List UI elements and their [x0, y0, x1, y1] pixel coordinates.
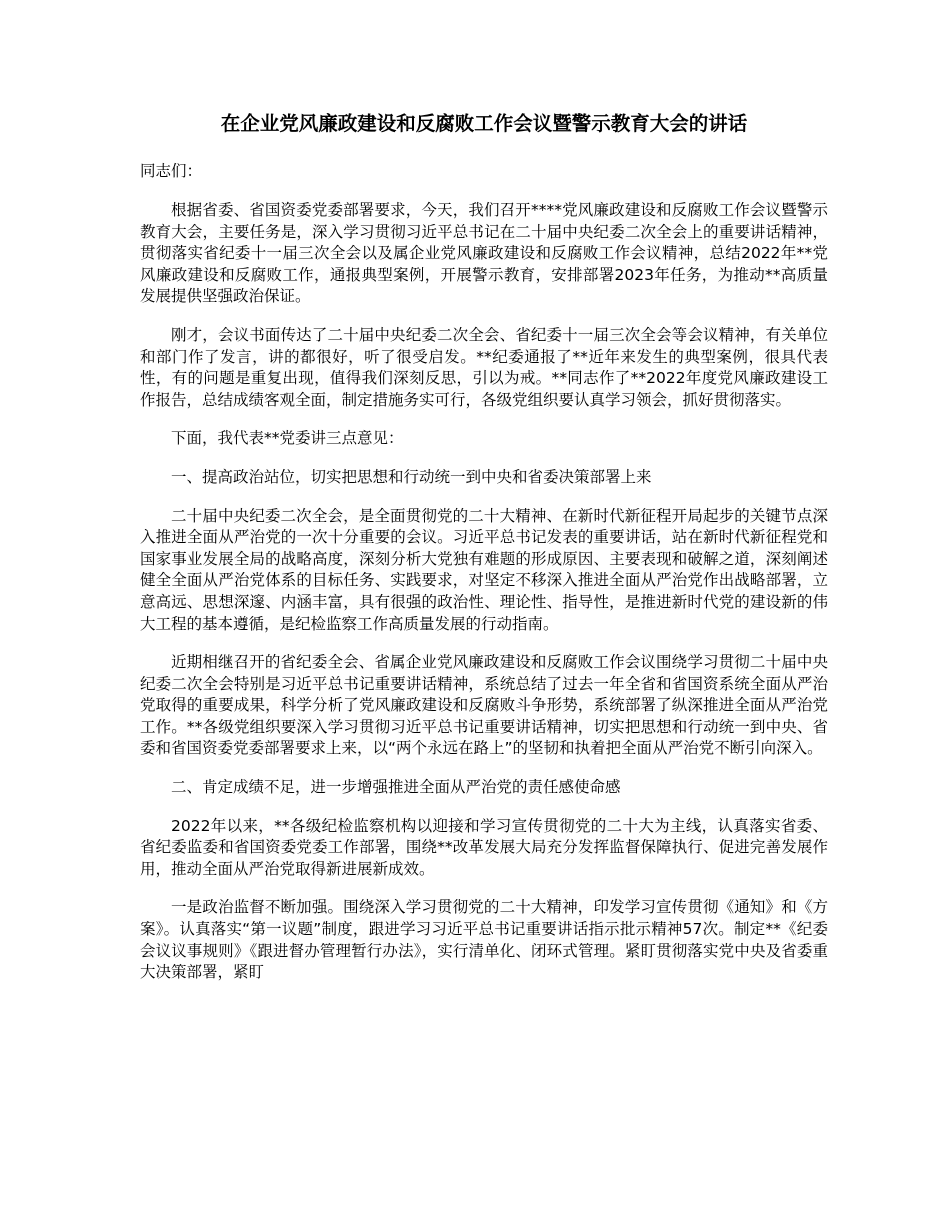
section-heading-1: 一、提高政治站位，切实把思想和行动统一到中央和省委决策部署上来: [171, 467, 652, 486]
paragraph-6: 2022年以来，**各级纪检监察机构以迎接和学习宣传贯彻党的二十大为主线，认真落实省委、省纪委监委和省国资委党委工作部署，围绕**改革发展大局充分发挥监督保障执行、促进完善发展作用，推动全面从严治党取得新进展新成效。: [140, 816, 828, 878]
paragraph-1: 根据省委、省国资委党委部署要求，今天，我们召开****党风廉政建设和反腐败工作会议暨警示教育大会，主要任务是，深入学习贯彻习近平总书记在二十届中央纪委二次全会上的重要讲话精神，贯彻落实省纪委十一届三次全会以及属企业党风廉政建设和反腐败工作会议精神，总结2022年**党风廉政建设和反腐败工作，通报典型案例，开展警示教育，安排部署2023年任务，为推动**高质量发展提供坚强政治保证。: [140, 201, 828, 306]
document-page: [140, 108, 828, 1001]
paragraph-7: 一是政治监督不断加强。围绕深入学习贯彻党的二十大精神，印发学习宣传贯彻《通知》和《方案》。认真落实“第一议题”制度，跟进学习习近平总书记重要讲话指示批示精神57次。制定**《纪委会议议事规则》《跟进督办管理暂行办法》，实行清单化、闭环式管理。紧盯贯彻落实党中央及省委重大决策部署，紧盯: [140, 898, 828, 982]
paragraph-5: 近期相继召开的省纪委全会、省属企业党风廉政建设和反腐败工作会议围绕学习贯彻二十届中央纪委二次全会特别是习近平总书记重要讲话精神，系统总结了过去一年全省和省国资系统全面从严治党取得的重要成果，科学分析了党风廉政建设和反腐败斗争形势，系统部署了纵深推进全面从严治党工作。**各级党组织要深入学习贯彻习近平总书记重要讲话精神，切实把思想和行动统一到中央、省委和省国资委党委部署要求上来，以“两个永远在路上”的坚韧和执着把全面从严治党不断引向深入。: [140, 653, 828, 758]
paragraph-2: 刚才，会议书面传达了二十届中央纪委二次全会、省纪委十一届三次全会等会议精神，有关单位和部门作了发言，讲的都很好，听了很受启发。**纪委通报了**近年来发生的典型案例，很具代表性，有的问题是重复出现，值得我们深刻反思，引以为戒。**同志作了**2022年度党风廉政建设工作报告，总结成绩客观全面，制定措施务实可行，各级党组织要认真学习领会，抓好贯彻落实。: [140, 325, 828, 409]
section-heading-2: 二、肯定成绩不足，进一步增强推进全面从严治党的责任感使命感: [171, 778, 621, 797]
paragraph-4: 二十届中央纪委二次全会，是全面贯彻党的二十大精神、在新时代新征程开局起步的关键节点深入推进全面从严治党的一次十分重要的会议。习近平总书记发表的重要讲话，站在新时代新征程党和国家事业发展全局的战略高度，深刻分析大党独有难题的形成原因、主要表现和破解之道，深刻阐述健全全面从严治党体系的目标任务、实践要求，对坚定不移深入推进全面从严治党作出战略部署，立意高远、思想深邃、内涵丰富，具有很强的政治性、理论性、指导性，是推进新时代党的建设新的伟大工程的基本遵循，是纪检监察工作高质量发展的行动指南。: [140, 506, 828, 633]
document-title: 在企业党风廉政建设和反腐败工作会议暨警示教育大会的讲话: [220, 112, 748, 135]
paragraph-3: 下面，我代表**党委讲三点意见：: [171, 429, 404, 448]
salutation: 同志们：: [140, 162, 203, 180]
